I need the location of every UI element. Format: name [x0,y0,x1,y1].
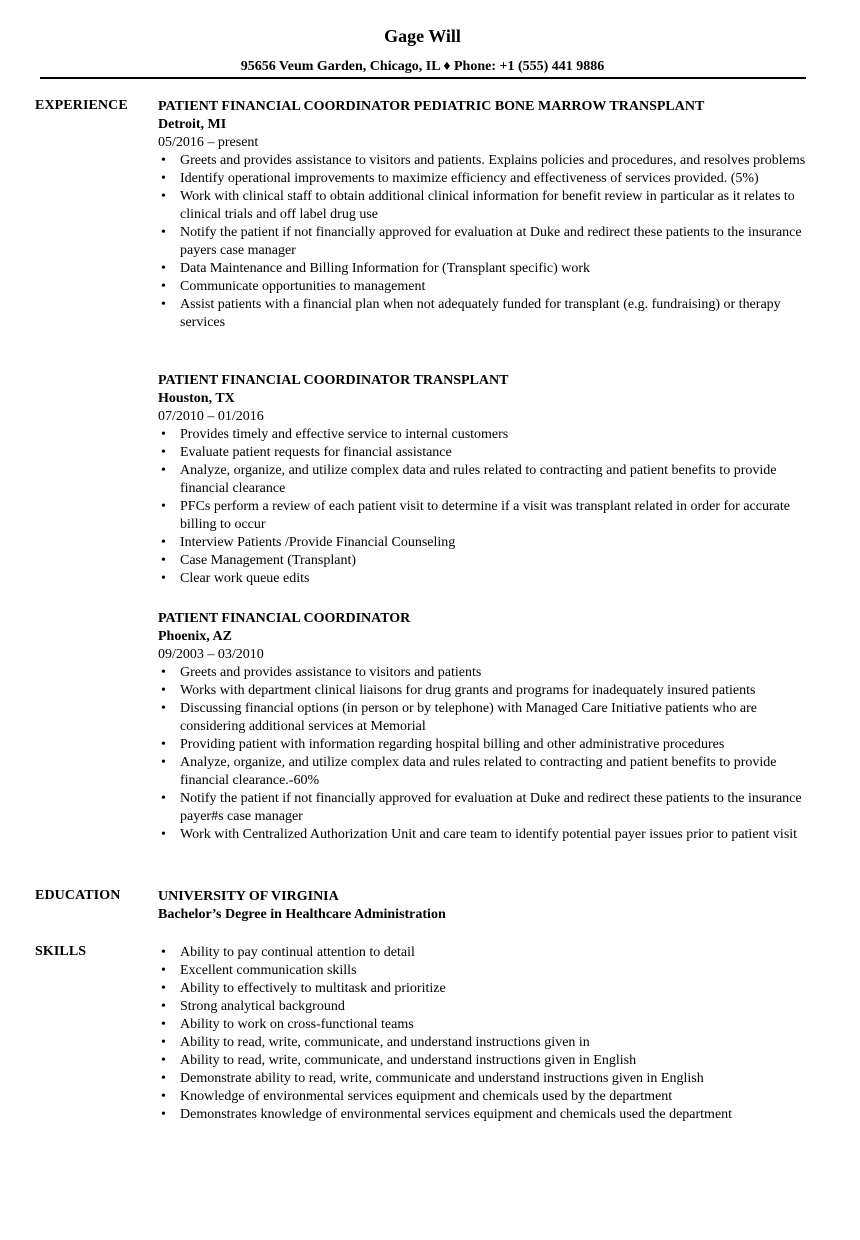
job-title: PATIENT FINANCIAL COORDINATOR TRANSPLANT [158,373,509,388]
education-entry [158,888,808,924]
list-item: • Works with department clinical liaisons for drug grants and programs for inadequately insured patients [158,682,808,700]
job-title: PATIENT FINANCIAL COORDINATOR [158,611,411,626]
list-item: • Demonstrates knowledge of environmental services equipment and chemicals used the department [158,1106,808,1124]
section-label-skills: SKILLS [35,944,87,959]
experience-entry-2 [158,372,808,588]
list-item: • PFCs perform a review of each patient visit to determine if a visit was transplant related in order for accurate billing to occur [158,498,808,534]
list-item: • Work with clinical staff to obtain additional clinical information for benefit review in particular as it relates to clinical trials and off label drug use [158,188,808,224]
list-item: • Identify operational improvements to maximize efficiency and effectiveness of services provided. (5%) [158,170,808,188]
list-item: • Analyze, organize, and utilize complex data and rules related to contracting and patient benefits to provide financial clearance [158,462,808,498]
school-name: UNIVERSITY OF VIRGINIA [158,889,339,904]
list-item: • Notify the patient if not financially approved for evaluation at Duke and redirect these patients to the insurance payer#s case manager [158,790,808,826]
section-label-education: EDUCATION [35,888,121,903]
list-item: • Data Maintenance and Billing Information for (Transplant specific) work [158,260,808,278]
job-dates: 05/2016 – present [158,135,259,150]
list-item: • Ability to effectively to multitask and prioritize [158,980,808,998]
job-dates: 09/2003 – 03/2010 [158,647,264,662]
list-item: • Knowledge of environmental services equipment and chemicals used by the department [158,1088,808,1106]
job-location: Phoenix, AZ [158,629,232,644]
header-divider [40,77,806,79]
experience-entry-1 [158,98,808,332]
candidate-name: Gage Will [384,26,461,46]
job-location: Detroit, MI [158,117,227,132]
separator-diamond-icon: ♦ [443,59,451,74]
section-label-experience: EXPERIENCE [35,98,128,113]
list-item: • Notify the patient if not financially approved for evaluation at Duke and redirect these patients to the insurance payers case manager [158,224,808,260]
phone: Phone: +1 (555) 441 9886 [453,59,605,74]
list-item: • Discussing financial options (in person or by telephone) with Managed Care Initiative patients who are considering additional services at Memorial [158,700,808,736]
list-item: • Ability to pay continual attention to detail [158,944,808,962]
skills-list-container [158,944,808,1124]
list-item: • Work with Centralized Authorization Unit and care team to identify potential payer issues prior to patient visit [158,826,808,844]
list-item: • Ability to read, write, communicate, and understand instructions given in [158,1034,808,1052]
list-item: • Analyze, organize, and utilize complex data and rules related to contracting and patient benefits to provide financial clearance.-60% [158,754,808,790]
skills-list [158,944,808,1124]
list-item: • Case Management (Transplant) [158,552,808,570]
list-item: • Assist patients with a financial plan when not adequately funded for transplant (e.g. fundraising) or therapy services [158,296,808,332]
contact-line [0,59,845,75]
job-bullets [158,152,808,332]
job-bullets [158,426,808,588]
list-item: • Greets and provides assistance to visitors and patients. Explains policies and procedures, and resolves problems [158,152,808,170]
list-item: • Evaluate patient requests for financial assistance [158,444,808,462]
list-item: • Ability to read, write, communicate, and understand instructions given in English [158,1052,808,1070]
list-item: • Interview Patients /Provide Financial Counseling [158,534,808,552]
job-bullets [158,664,808,844]
list-item: • Strong analytical background [158,998,808,1016]
list-item: • Providing patient with information regarding hospital billing and other administrative procedures [158,736,808,754]
job-dates: 07/2010 – 01/2016 [158,409,264,424]
experience-entry-3 [158,610,808,844]
list-item: • Provides timely and effective service to internal customers [158,426,808,444]
address: 95656 Veum Garden, Chicago, IL [240,59,440,74]
list-item: • Greets and provides assistance to visitors and patients [158,664,808,682]
job-location: Houston, TX [158,391,235,406]
degree: Bachelor’s Degree in Healthcare Administration [158,907,446,922]
list-item: • Demonstrate ability to read, write, communicate and understand instructions given in English [158,1070,808,1088]
list-item: • Ability to work on cross-functional teams [158,1016,808,1034]
list-item: • Excellent communication skills [158,962,808,980]
list-item: • Communicate opportunities to management [158,278,808,296]
job-title: PATIENT FINANCIAL COORDINATOR PEDIATRIC BONE MARROW TRANSPLANT [158,99,705,114]
list-item: • Clear work queue edits [158,570,808,588]
